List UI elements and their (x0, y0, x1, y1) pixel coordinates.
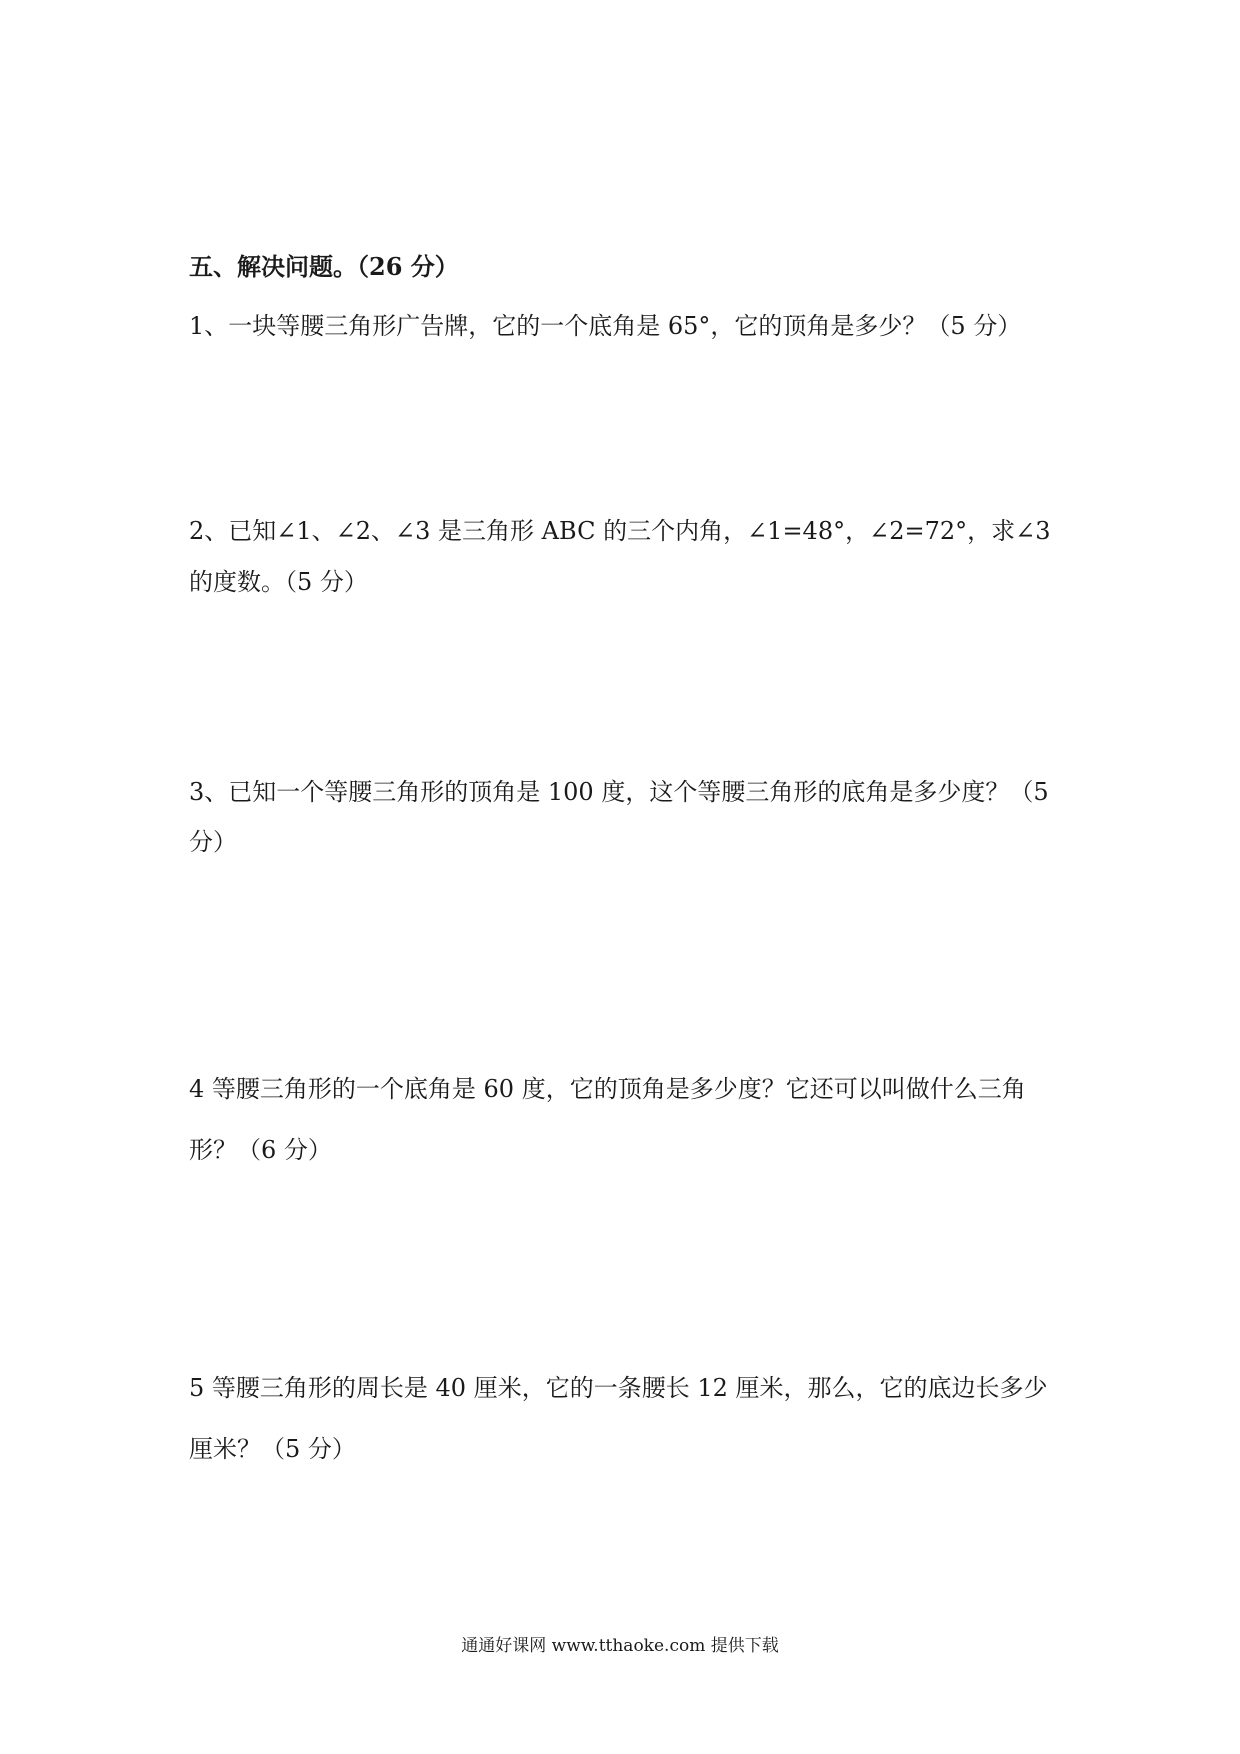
question-5-line-2: 厘米？（5 分） (189, 1435, 356, 1463)
question-2-line-1: 2、已知∠1、∠2、∠3 是三角形 ABC 的三个内角，∠1=48°，∠2=72°，求∠3 (189, 517, 1051, 545)
question-2-line-2: 的度数。（5 分） (189, 568, 368, 596)
section-title: 五、解决问题。（26 分） (189, 252, 459, 281)
question-4-line-2: 形？（6 分） (189, 1136, 332, 1164)
question-1-line-1: 1、一块等腰三角形广告牌，它的一个底角是 65°，它的顶角是多少？（5 分） (189, 312, 1022, 340)
footer-download-note: 通通好课网 www.tthaoke.com 提供下载 (461, 1636, 779, 1656)
question-4-line-1: 4 等腰三角形的一个底角是 60 度，它的顶角是多少度？它还可以叫做什么三角 (189, 1075, 1026, 1103)
question-5-line-1: 5 等腰三角形的周长是 40 厘米，它的一条腰长 12 厘米，那么，它的底边长多少 (189, 1374, 1048, 1402)
question-3-line-1: 3、已知一个等腰三角形的顶角是 100 度，这个等腰三角形的底角是多少度？（5 (189, 778, 1049, 806)
question-3-line-2: 分） (189, 828, 237, 856)
